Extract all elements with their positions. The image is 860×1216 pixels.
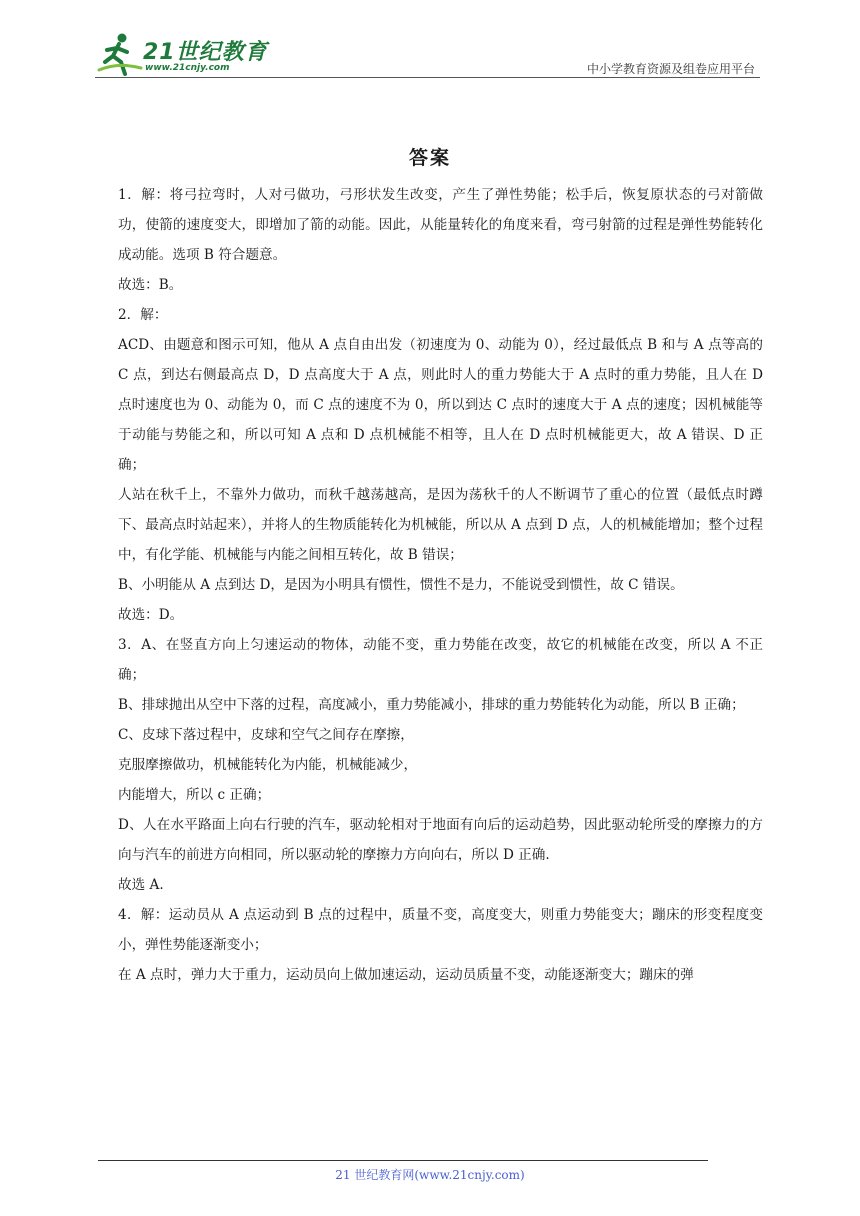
paragraph: 2．解： — [118, 307, 168, 323]
paragraph: 故选：B。 — [118, 277, 183, 293]
paragraph: 人站在秋千上，不靠外力做功，而秋千越荡越高，是因为荡秋千的人不断调节了重心的位置（最低点时蹲下、最高点时站起来），并将人的生物质能转化为机械能，所以从 A 点到 D 点，人的机械能增加；整个过程中，有化学能、机械能与内能之间相互转化，故 B 错误； — [118, 487, 763, 563]
paragraph: 故选：D。 — [118, 607, 184, 623]
site-logo[interactable] — [95, 32, 268, 78]
paragraph: ACD、由题意和图示可知，他从 A 点自由出发（初速度为 0、动能为 0），经过最低点 B 和与 A 点等高的 C 点，到达右侧最高点 D，D 点高度大于 A 点，则此时人的重力势能大于 A 点时的重力势能，且人在 D 点时速度也为 0、动能为 0，而 C 点的速度不为 0，所以到达 C 点时的速度大于 A 点的速度；因机械能等于动能与势能之和，所以可知 A 点和 D 点机械能不相等，且人在 D 点时机械能更大，故 A 错误、D 正确； — [118, 337, 763, 473]
page-header — [0, 0, 860, 90]
paragraph: 3．A、在竖直方向上匀速运动的物体，动能不变，重力势能在改变，故它的机械能在改变，所以 A 不正确； — [118, 637, 763, 683]
answer-content — [118, 180, 763, 990]
paragraph: B、小明能从 A 点到达 D，是因为小明具有惯性，惯性不是力，不能说受到惯性，故 C 错误。 — [118, 577, 684, 593]
header-divider — [95, 77, 760, 78]
logo-url: www.21cnjy.com — [145, 63, 230, 73]
paragraph: 4．解：运动员从 A 点运动到 B 点的过程中，质量不变，高度变大，则重力势能变大；蹦床的形变程度变小，弹性势能逐渐变小； — [118, 907, 763, 953]
footer-divider — [98, 1160, 708, 1161]
footer-link[interactable]: 21 世纪教育网(www.21cnjy.com) — [335, 1168, 525, 1182]
logo-title: 21世纪教育 — [143, 40, 268, 65]
paragraph: 内能增大，所以 c 正确； — [118, 787, 271, 803]
paragraph: 故选 A. — [118, 877, 164, 893]
paragraph: 1．解：将弓拉弯时，人对弓做功，弓形状发生改变，产生了弹性势能；松手后，恢复原状态的弓对箭做功，使箭的速度变大，即增加了箭的动能。因此，从能量转化的角度来看，弯弓射箭的过程是弹性势能转化成动能。选项 B 符合题意。 — [118, 187, 763, 263]
page-title: 答案 — [408, 147, 451, 169]
paragraph: 克服摩擦做功，机械能转化为内能，机械能减少， — [118, 757, 418, 773]
paragraph: B、排球抛出从空中下落的过程，高度减小，重力势能减小，排球的重力势能转化为动能，所以 B 正确； — [118, 697, 745, 713]
paragraph: C、皮球下落过程中，皮球和空气之间存在摩擦， — [118, 727, 414, 743]
paragraph: D、人在水平路面上向右行驶的汽车，驱动轮相对于地面有向后的运动趋势，因此驱动轮所受的摩擦力的方向与汽车的前进方向相同，所以驱动轮的摩擦力方向向右，所以 D 正确. — [118, 817, 763, 863]
running-figure-icon — [95, 32, 145, 78]
platform-name: 中小学教育资源及组卷应用平台 — [586, 62, 755, 76]
paragraph: 在 A 点时，弹力大于重力，运动员向上做加速运动，运动员质量不变，动能逐渐变大；蹦床的弹 — [118, 967, 694, 983]
